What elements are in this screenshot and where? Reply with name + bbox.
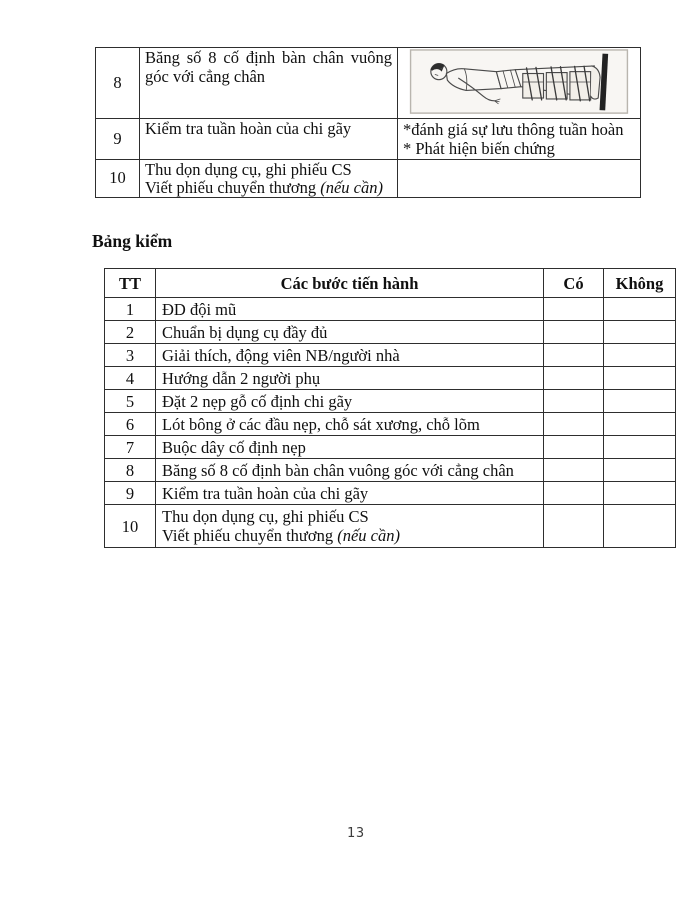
no-cell [604,298,676,321]
step-description: Kiểm tra tuần hoàn của chi gãy [140,119,398,160]
table-row [105,367,676,390]
row-step: Hướng dẫn 2 người phụ [156,367,544,390]
row-step-note-italic: (nếu cần) [337,526,400,545]
no-cell [604,413,676,436]
yes-cell [544,413,604,436]
yes-cell [544,436,604,459]
row-number: 8 [105,459,156,482]
no-cell [604,505,676,548]
note-line: *đánh giá sự lưu thông tuần hoàn [403,120,624,139]
step-description-line1: Thu dọn dụng cụ, ghi phiếu CS [145,160,352,179]
table-row [96,160,641,198]
step-illustration-cell [398,48,641,119]
row-step-line2 [162,526,537,545]
column-header-no: Không [604,269,676,298]
no-cell [604,321,676,344]
yes-cell [544,390,604,413]
table-row [105,459,676,482]
table-row [96,48,641,119]
row-step: Băng số 8 cố định bàn chân vuông góc với cẳng chân [156,459,544,482]
yes-cell [544,298,604,321]
table-row [105,436,676,459]
row-step: Giải thích, động viên NB/người nhà [156,344,544,367]
row-step [156,505,544,548]
step-notes [398,119,641,160]
column-header-tt: TT [105,269,156,298]
table-row [105,390,676,413]
step-number: 9 [96,119,140,160]
row-number: 1 [105,298,156,321]
row-step-text: Viết phiếu chuyển thương [162,526,338,545]
row-step: Kiểm tra tuần hoàn của chi gãy [156,482,544,505]
procedure-table [95,47,641,198]
yes-cell [544,459,604,482]
yes-cell [544,344,604,367]
step-number: 8 [96,48,140,119]
row-step-line1: Thu dọn dụng cụ, ghi phiếu CS [162,507,369,526]
row-number: 2 [105,321,156,344]
step-description-line2 [145,179,392,197]
row-number: 4 [105,367,156,390]
no-cell [604,344,676,367]
yes-cell [544,505,604,548]
step-number: 10 [96,160,140,198]
table-row [105,321,676,344]
row-step: ĐD đội mũ [156,298,544,321]
checklist-heading: Bảng kiểm [92,231,173,251]
step-notes-empty [398,160,641,198]
table-row [105,482,676,505]
no-cell [604,459,676,482]
checklist-table [104,268,676,548]
no-cell [604,390,676,413]
no-cell [604,436,676,459]
page-number: 13 [346,825,366,841]
step-description-note-italic: (nếu cần) [320,177,383,197]
row-number: 3 [105,344,156,367]
row-step: Lót bông ở các đầu nẹp, chỗ sát xương, chỗ lõm [156,413,544,436]
column-header-yes: Có [544,269,604,298]
table-row [105,344,676,367]
note-line: * Phát hiện biến chứng [403,139,555,158]
row-number: 5 [105,390,156,413]
column-header-steps: Các bước tiến hành [156,269,544,298]
row-number: 6 [105,413,156,436]
row-step: Chuẩn bị dụng cụ đầy đủ [156,321,544,344]
no-cell [604,482,676,505]
step-description: Băng số 8 cố định bàn chân vuông góc với cẳng chân [140,48,398,119]
table-row [105,505,676,548]
row-number: 9 [105,482,156,505]
yes-cell [544,482,604,505]
splint-illustration-image [400,49,638,115]
step-description-text: Viết phiếu chuyển thương [145,177,321,197]
table-row [105,413,676,436]
step-description [140,160,398,198]
yes-cell [544,367,604,390]
no-cell [604,367,676,390]
row-number: 10 [105,505,156,548]
row-step: Đặt 2 nẹp gỗ cố định chi gãy [156,390,544,413]
checklist-header-row [105,269,676,298]
yes-cell [544,321,604,344]
table-row [105,298,676,321]
row-step: Buộc dây cố định nẹp [156,436,544,459]
table-row [96,119,641,160]
row-number: 7 [105,436,156,459]
